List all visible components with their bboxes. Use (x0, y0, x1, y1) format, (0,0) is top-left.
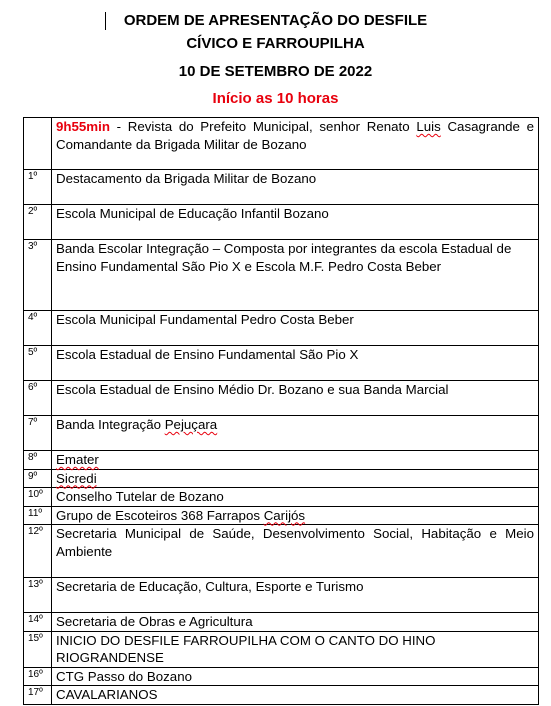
row-text: Conselho Tutelar de Bozano (52, 488, 539, 507)
table-row (24, 205, 539, 240)
row-text: Secretaria de Educação, Cultura, Esporte e Turismo (52, 578, 539, 613)
row-text: INICIO DO DESFILE FARROUPILHA COM O CANTO DO HINO RIOGRANDENSE (52, 631, 539, 667)
row-text: Escola Municipal de Educação Infantil Bozano (52, 205, 539, 240)
row-number: 1º (24, 170, 52, 205)
table-row (24, 667, 539, 686)
document-title: ORDEM DE APRESENTAÇÃO DO DESFILE (123, 12, 428, 29)
row-text-underlined: Emater (56, 452, 99, 467)
row-number: 17º (24, 686, 52, 705)
row-text-underlined: Pejuçara (164, 417, 218, 432)
row-text: Escola Estadual de Ensino Fundamental São Pio X (52, 346, 539, 381)
table-row (24, 451, 539, 470)
row-number: 5º (24, 346, 52, 381)
row-text-underlined: Carijós (263, 507, 306, 523)
row-text: Banda Escolar Integração – Composta por integrantes da escola Estadual de Ensino Fundamental São Pio X e Escola M.F. Pedro Costa Beber (52, 240, 539, 311)
row-text-underlined: Luis (416, 119, 441, 134)
row-text: CTG Passo do Bozano (52, 667, 539, 686)
row-number: 8º (24, 451, 52, 470)
document-subtitle: CÍVICO E FARROUPILHA (186, 35, 365, 52)
row-text (52, 469, 539, 488)
row-text-underlined: Sicredi (56, 470, 97, 486)
row-text (52, 118, 539, 170)
row-number: 15º (24, 631, 52, 667)
row-number (24, 118, 52, 170)
table-row (24, 506, 539, 525)
row-text-part: Grupo de Escoteiros 368 Farrapos (56, 507, 264, 523)
row-number: 13º (24, 578, 52, 613)
row-number: 11º (24, 506, 52, 525)
row-text: Escola Estadual de Ensino Médio Dr. Bozano e sua Banda Marcial (52, 381, 539, 416)
row-text: Secretaria de Obras e Agricultura (52, 613, 539, 632)
row-time: 9h55min (56, 119, 110, 134)
table-row (24, 631, 539, 667)
table-row (24, 488, 539, 507)
row-text: Escola Municipal Fundamental Pedro Costa Beber (52, 311, 539, 346)
row-number: 2º (24, 205, 52, 240)
row-number: 3º (24, 240, 52, 311)
row-text (52, 416, 539, 451)
row-number: 12º (24, 525, 52, 578)
table-row (24, 686, 539, 705)
row-number: 7º (24, 416, 52, 451)
row-text-part: Casagrande e Comandante da Brigada Militar de Bozano (56, 119, 534, 152)
row-number: 14º (24, 613, 52, 632)
row-number: 6º (24, 381, 52, 416)
table-row (24, 578, 539, 613)
row-text: Destacamento da Brigada Militar de Bozano (52, 170, 539, 205)
table-row (24, 118, 539, 170)
row-text-part: - Revista do Prefeito Municipal, senhor Renato (109, 119, 417, 134)
table-row (24, 469, 539, 488)
event-date: 10 DE SETEMBRO DE 2022 (178, 63, 373, 80)
row-number: 4º (24, 311, 52, 346)
start-time: Início as 10 horas (212, 90, 339, 107)
row-text: CAVALARIANOS (52, 686, 539, 705)
table-row (24, 240, 539, 311)
schedule-table (23, 117, 539, 705)
table-row (24, 525, 539, 578)
row-text (52, 451, 539, 470)
table-row (24, 346, 539, 381)
table-row (24, 416, 539, 451)
row-text (52, 506, 539, 525)
table-row (24, 381, 539, 416)
row-number: 9º (24, 469, 52, 488)
row-number: 16º (24, 667, 52, 686)
row-number: 10º (24, 488, 52, 507)
row-text: Secretaria Municipal de Saúde, Desenvolvimento Social, Habitação e Meio Ambiente (52, 525, 539, 578)
row-text-part: Banda Integração (56, 417, 165, 432)
table-row (24, 613, 539, 632)
table-row (24, 170, 539, 205)
table-row (24, 311, 539, 346)
